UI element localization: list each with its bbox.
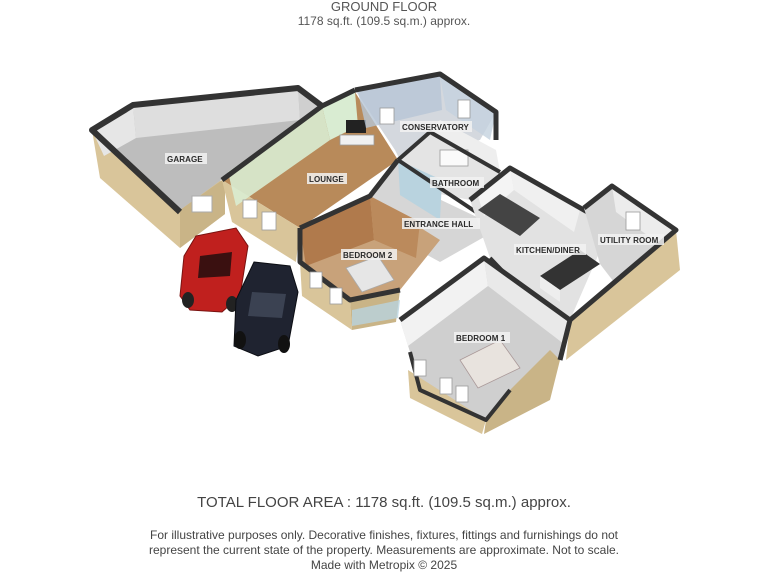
- room-label-entrance-hall: [402, 218, 480, 229]
- room-label-lounge: [307, 173, 347, 184]
- room-label-utility: [598, 234, 664, 245]
- total-floor-area: TOTAL FLOOR AREA : 1178 sq.ft. (109.5 sq.m.) approx.: [197, 494, 571, 511]
- svg-text:ENTRANCE HALL: ENTRANCE HALL: [404, 220, 474, 229]
- floor-title: GROUND FLOOR: [330, 0, 438, 14]
- room-label-bedroom2: [341, 249, 397, 260]
- svg-text:LOUNGE: LOUNGE: [309, 175, 344, 184]
- svg-text:BEDROOM 1: BEDROOM 1: [456, 334, 506, 343]
- room-label-garage: [165, 153, 207, 164]
- disclaimer-line-2: represent the current state of the property. Measurements are approximate. Not to scale.: [148, 543, 619, 557]
- disclaimer-line-1: For illustrative purposes only. Decorative finishes, fixtures, fittings and furnishings do not: [150, 528, 618, 542]
- room-label-bedroom1: [454, 332, 510, 343]
- room-label-bathroom: [430, 177, 484, 188]
- disclaimer-line-3: Made with Metropix © 2025: [310, 558, 458, 572]
- garage-window: [192, 196, 212, 212]
- room-label-kitchen: [514, 244, 586, 255]
- svg-text:KITCHEN/DINER: KITCHEN/DINER: [516, 246, 580, 255]
- svg-text:UTILITY ROOM: UTILITY ROOM: [600, 236, 659, 245]
- svg-text:GARAGE: GARAGE: [167, 155, 203, 164]
- floor-area-subtitle: 1178 sq.ft. (109.5 sq.m.) approx.: [297, 14, 471, 28]
- tv-unit: [340, 135, 374, 145]
- svg-text:BATHROOM: BATHROOM: [432, 179, 480, 188]
- room-label-conservatory: [400, 121, 472, 132]
- tv-icon: [346, 120, 366, 133]
- disclaimer: [0, 528, 768, 573]
- svg-text:CONSERVATORY: CONSERVATORY: [402, 123, 469, 132]
- svg-text:BEDROOM 2: BEDROOM 2: [343, 251, 393, 260]
